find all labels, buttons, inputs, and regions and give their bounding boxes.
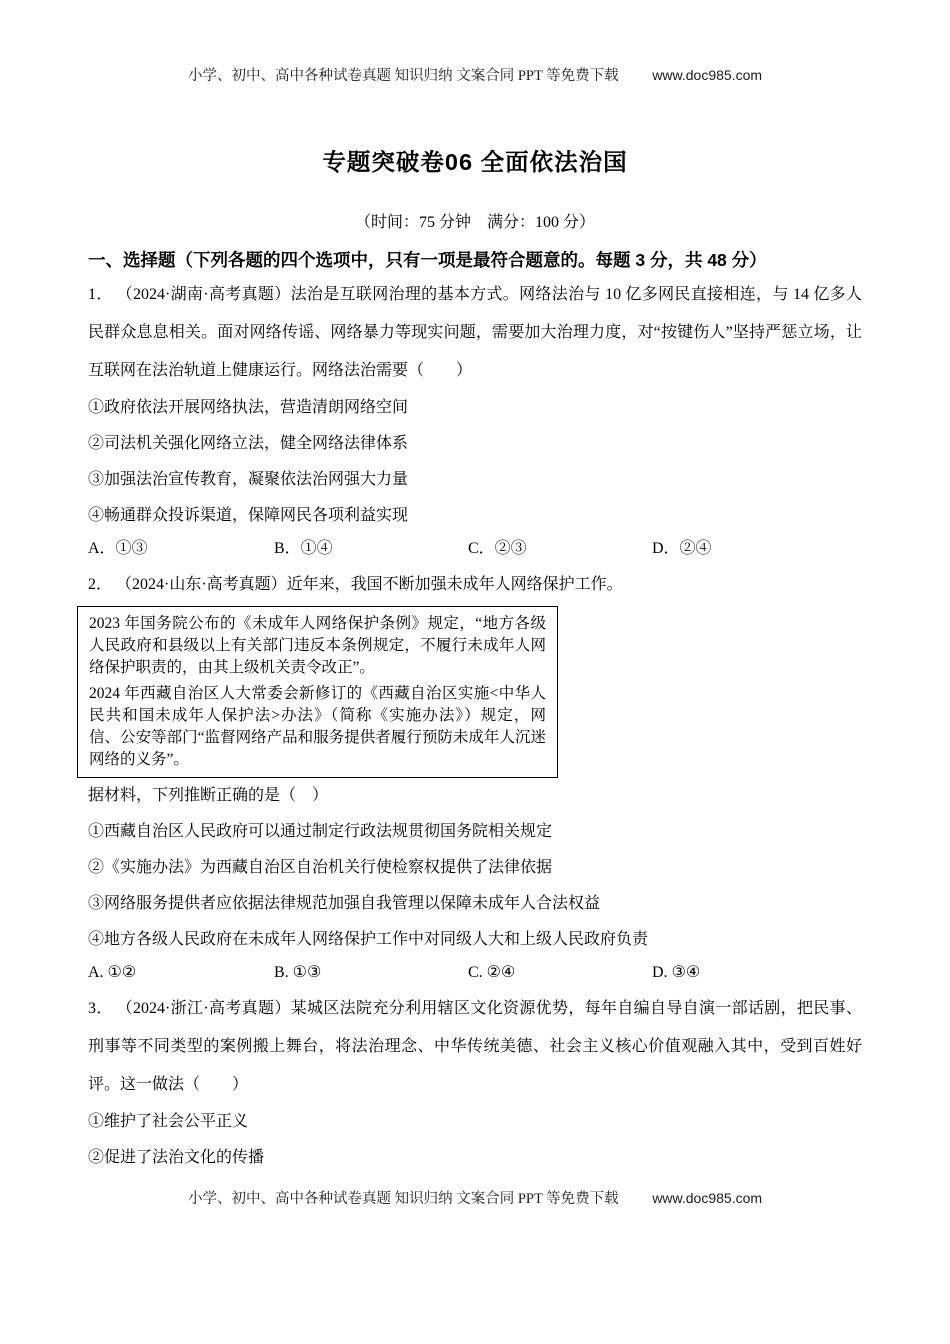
material-paragraph-2: 2024 年西藏自治区人大常委会新修订的《西藏自治区实施<中华人民共和国未成年人保护法>办法》（简称《实施办法》）规定，网信、公安等部门“监督网络产品和服务提供者履行预防未成年人沉迷网络的义务”。 [89,685,546,768]
question-1-stem-text: （2024·湖南·高考真题）法治是互联网治理的基本方式。网络法治与 10 亿多网民直接相连，与 14 亿多人民群众息息相关。面对网络传谣、网络暴力等现实问题，需要加大治理力度，对“按键伤人”坚持严惩立场，让互联网在法治轨道上健康运行。网络法治需要（ ） [88,286,862,379]
question-1-option-c: C．②③ [468,540,527,557]
question-2-stem [88,566,862,604]
question-2-number: 2． [88,576,113,593]
page-footer [0,1187,950,1208]
question-2-option-a: A. ①② [88,964,137,981]
question-3-stem [88,990,862,1104]
question-1-item-3: ③加强法治宣传教育，凝聚依法治网强大力量 [88,471,409,488]
question-2-lead: 据材料，下列推断正确的是（ ） [88,787,329,804]
footer-promo-text: 小学、初中、高中各种试卷真题 知识归纳 文案合同 PPT 等免费下载 [187,1191,619,1207]
question-2-item-4: ④地方各级人民政府在未成年人网络保护工作中对同级人大和上级人民政府负责 [88,931,649,948]
question-2 [88,566,862,988]
question-3-item-1: ①维护了社会公平正义 [88,1113,249,1130]
header-site-link[interactable]: www.doc985.com [652,67,763,83]
question-2-item-3: ③网络服务提供者应依据法律规范加强自我管理以保障未成年人合法权益 [88,895,601,912]
question-2-option-b: B. ①③ [274,964,322,981]
question-2-stem-text: （2024·山东·高考真题）近年来，我国不断加强未成年人网络保护工作。 [124,576,623,593]
question-1-options [88,534,862,564]
question-2-option-c: C. ②④ [468,964,516,981]
section-heading: 一、选择题（下列各题的四个选项中，只有一项是最符合题意的。每题 3 分，共 48 分） [88,250,767,270]
header-promo-text: 小学、初中、高中各种试卷真题 知识归纳 文案合同 PPT 等免费下载 [187,68,619,84]
question-2-options [88,958,862,988]
question-1-item-1: ①政府依法开展网络执法，营造清朗网络空间 [88,399,409,416]
question-3-number: 3． [88,1000,113,1017]
question-3-item-2: ②促进了法治文化的传播 [88,1149,265,1166]
page-title: 专题突破卷06 全面依法治国 [322,149,628,175]
material-paragraph-1: 2023 年国务院公布的《未成年人网络保护条例》规定，“地方各级人民政府和县级以上有关部门违反本条例规定，不履行未成年人网络保护职责的，由其上级机关责令改正”。 [89,615,546,676]
question-1-item-2: ②司法机关强化网络立法，健全网络法律体系 [88,435,409,452]
page-header [0,64,950,85]
question-2-material-box [77,606,558,778]
question-3 [88,990,862,1176]
question-1-option-d: D．②④ [652,540,712,557]
footer-site-link[interactable]: www.doc985.com [652,1190,763,1206]
question-1-stem [88,276,862,390]
question-2-item-1: ①西藏自治区人民政府可以通过制定行政法规贯彻国务院相关规定 [88,823,553,840]
question-2-item-2: ②《实施办法》为西藏自治区自治机关行使检察权提供了法律依据 [88,859,553,876]
question-1-item-4: ④畅通群众投诉渠道，保障网民各项利益实现 [88,507,409,524]
question-2-option-d: D. ③④ [652,964,701,981]
question-1-option-b: B．①④ [274,540,333,557]
question-1-number: 1． [88,286,113,303]
question-1 [88,276,862,564]
question-1-option-a: A．①③ [88,540,148,557]
question-3-stem-text: （2024·浙江·高考真题）某城区法院充分利用辖区文化资源优势，每年自编自导自演一部话剧，把民事、刑事等不同类型的案例搬上舞台，将法治理念、中华传统美德、社会主义核心价值观融入其中，受到百姓好评。这一做法（ ） [88,1000,862,1093]
exam-time-score-info: （时间：75 分钟 满分：100 分） [354,214,595,231]
